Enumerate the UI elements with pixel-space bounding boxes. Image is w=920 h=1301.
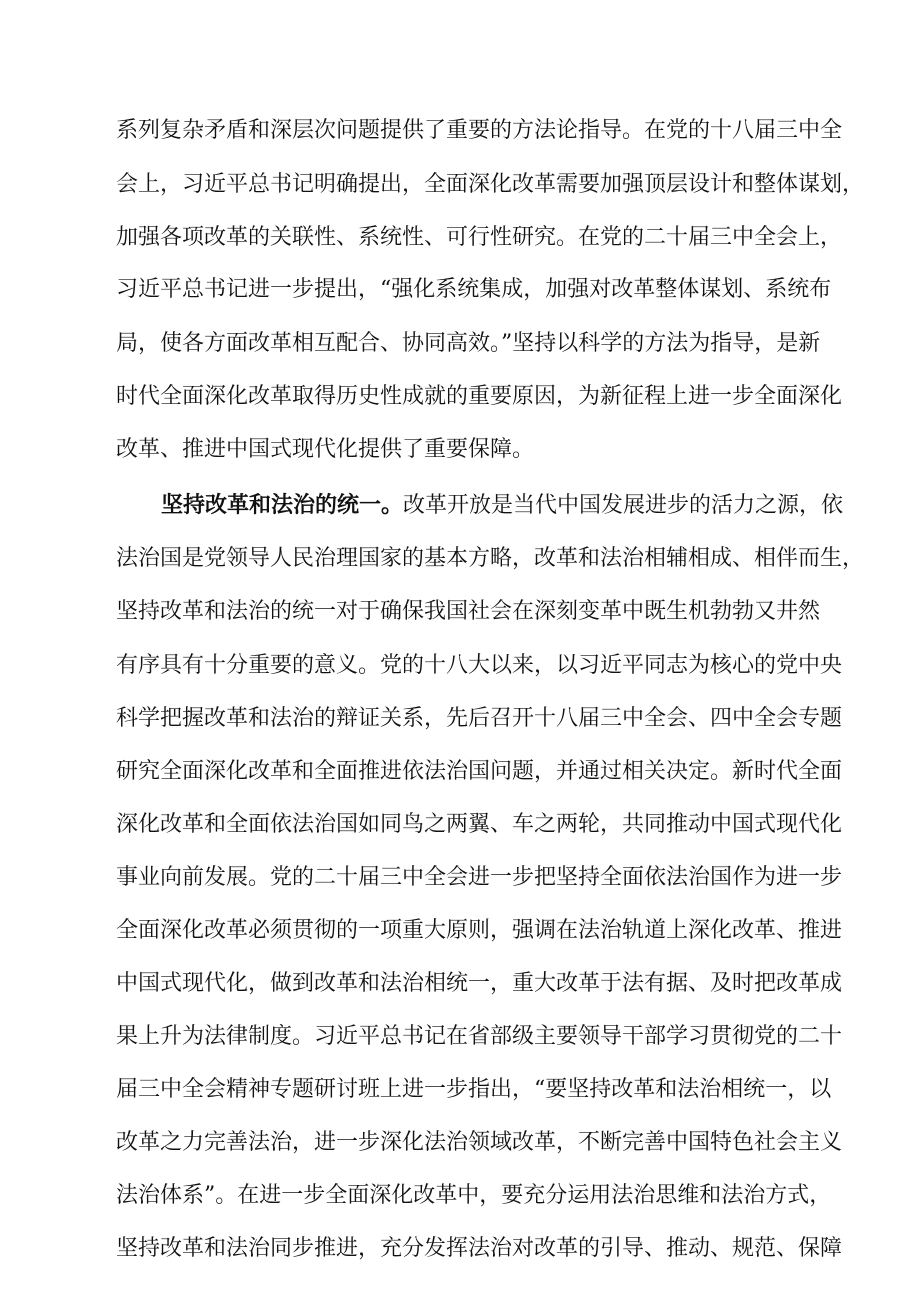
paragraph-2-line-3: 坚持改革和法治的统一对于确保我国社会在深刻变革中既生机勃勃又井然 [116,599,821,624]
paragraph-2-line-8: 事业向前发展。党的二十届三中全会进一步把坚持全面依法治国作为进一步 [116,865,843,890]
paragraph-2-line-6: 研究全面深化改革和全面推进依法治国问题，并通过相关决定。新时代全面 [116,759,843,784]
paragraph-2-line-1 [161,486,844,526]
paragraph-2-first-line-text: 改革开放是当代中国发展进步的活力之源，依 [403,493,844,518]
paragraph-1-line-3: 加强各项改革的关联性、系统性、可行性研究。在党的二十届三中全会上， [116,225,843,250]
paragraph-2-line-10: 中国式现代化，做到改革和法治相统一，重大改革于法有据、及时把改革成 [116,971,843,996]
paragraph-2-heading: 坚持改革和法治的统一。 [161,493,404,518]
paragraph-2-line-11: 果上升为法律制度。习近平总书记在省部级主要领导干部学习贯彻党的二十 [116,1024,843,1049]
paragraph-1-line-5: 局，使各方面改革相互配合、协同高效。”坚持以科学的方法为指导，是新 [116,331,821,356]
paragraph-2-line-5: 科学把握改革和法治的辩证关系，先后召开十八届三中全会、四中全会专题 [116,706,843,731]
paragraph-2-line-12: 届三中全会精神专题研讨班上进一步指出，“要坚持改革和法治相统一，以 [116,1077,832,1102]
paragraph-1-line-7: 改革、推进中国式现代化提供了重要保障。 [116,437,535,462]
paragraph-2-line-9: 全面深化改革必须贯彻的一项重大原则，强调在法治轨道上深化改革、推进 [116,918,843,943]
paragraph-2-line-14: 法治体系”。在进一步全面深化改革中，要充分运用法治思维和法治方式， [116,1183,832,1208]
paragraph-2-line-13: 改革之力完善法治，进一步深化法治领域改革，不断完善中国特色社会主义 [116,1130,843,1155]
paragraph-1-line-1: 系列复杂矛盾和深层次问题提供了重要的方法论指导。在党的十八届三中全 [116,118,843,143]
paragraph-2-line-7: 深化改革和全面依法治国如同鸟之两翼、车之两轮，共同推动中国式现代化 [116,812,843,837]
paragraph-2-line-4: 有序具有十分重要的意义。党的十八大以来，以习近平同志为核心的党中央 [116,653,843,678]
paragraph-2-line-15: 坚持改革和法治同步推进，充分发挥法治对改革的引导、推动、规范、保障 [116,1236,843,1261]
paragraph-1-line-4: 习近平总书记进一步提出，“强化系统集成，加强对改革整体谋划、系统布 [116,277,832,302]
paragraph-1-line-6: 时代全面深化改革取得历史性成就的重要原因，为新征程上进一步全面深化 [116,384,843,409]
paragraph-2-line-2: 法治国是党领导人民治理国家的基本方略，改革和法治相辅相成、相伴而生， [116,546,865,571]
paragraph-1-line-2: 会上，习近平总书记明确提出，全面深化改革需要加强顶层设计和整体谋划， [116,172,865,197]
